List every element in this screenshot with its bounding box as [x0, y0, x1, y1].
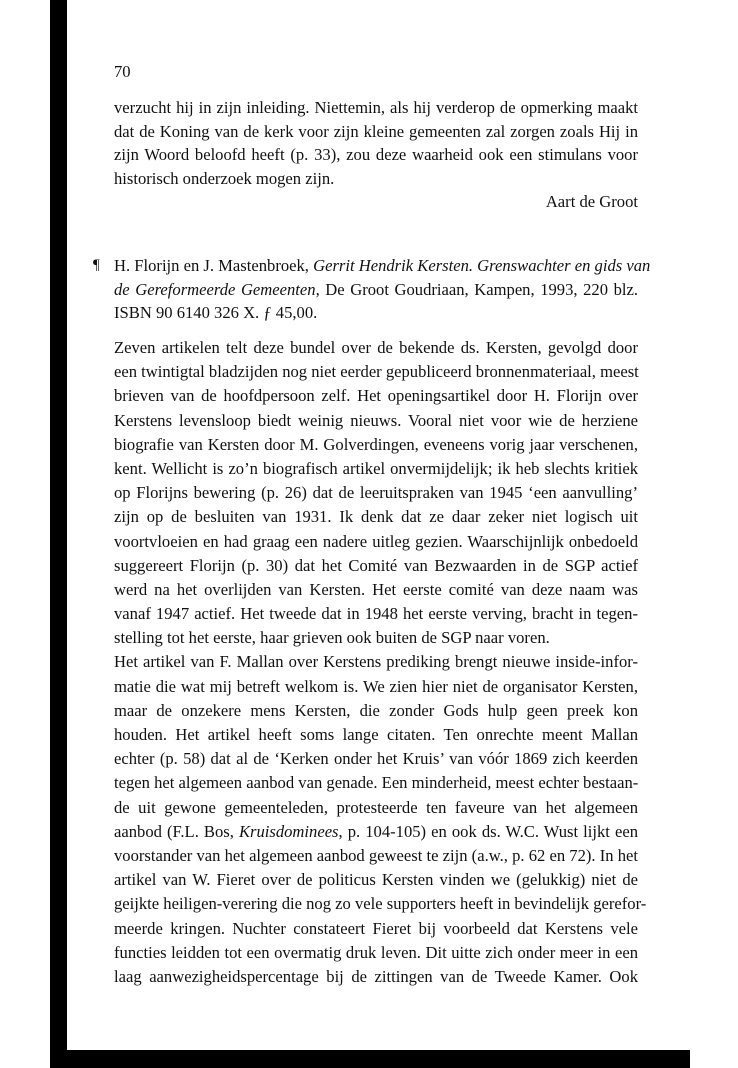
publisher: , De Groot Goudriaan, Kampen, 1993, 220 blz.	[315, 279, 638, 299]
text-line: werd na het overlijden van Kersten. Het eerste comité van deze naam was	[114, 579, 638, 599]
text-line: tegen het algemeen aanbod van genade. Een minderheid, meest echter bestaan-	[114, 773, 639, 793]
text-line: Kerstens levensloop biedt weinig nieuws. Vooral niet voor wie de herziene	[114, 410, 638, 430]
text-line: Zeven artikelen telt deze bundel over de bekende ds. Kersten, gevolgd door	[114, 338, 638, 357]
bibliographic-entry	[114, 254, 651, 325]
text-line: laag aanwezigheidspercentage bij de zittingen van de Tweede Kamer. Ook	[114, 966, 638, 986]
text-line: echter (p. 58) dat al de ‘Kerken onder het Kruis’ van vóór 1869 zich keerden	[114, 749, 638, 769]
text-line: op Florijns bewering (p. 26) dat de leeruitspraken van 1945 ‘een aanvulling’	[114, 483, 638, 503]
text-line	[114, 278, 638, 302]
text-line: de uit gewone gemeenteleden, protesteerde ten faveure van het algemeen	[114, 797, 638, 817]
text-line: kent. Wellicht is zo’n biografisch artikel onvermijdelijk; ik heb slechts kritiek	[114, 458, 638, 478]
authors: H. Florijn en J. Mastenbroek,	[114, 256, 314, 275]
text-line	[114, 254, 651, 278]
text-line: suggereert Florijn (p. 30) dat het Comité van Bezwaarden in de SGP actief	[114, 555, 638, 575]
pilcrow-icon: ¶	[93, 257, 100, 273]
text-line: zijn op de besluiten van 1931. Ik denk dat ze daar zeker niet logisch uit	[114, 507, 638, 527]
text-line: zijn Woord beloofd heeft (p. 33), zou deze waarheid ook een stimulans voor	[114, 145, 638, 165]
text-line: dat de Koning van de kerk voor zijn kleine gemeenten zal zorgen zoals Hij in	[114, 121, 638, 141]
text-line: functies leidden tot een overmatig druk leven. Dit uitte zich onder meer in een	[114, 942, 638, 962]
page-number: 70	[114, 62, 131, 81]
text-line: brieven van de hoofdpersoon zelf. Het openingsartikel door H. Florijn over	[114, 386, 638, 406]
review-signature: Aart de Groot	[545, 192, 638, 211]
text-line: Het artikel van F. Mallan over Kerstens prediking brengt nieuwe inside-infor-	[114, 652, 638, 672]
text-span: aanbod (F.L. Bos,	[114, 821, 239, 841]
book-title-cont: de Gereformeerde Gemeenten	[114, 279, 316, 299]
scan-edge-left	[50, 0, 67, 1068]
text-line: stelling tot het eerste, haar grieven ook buiten de SGP naar voren.	[114, 628, 550, 648]
book-title: Gerrit Hendrik Kersten. Grenswachter en gids van	[313, 256, 651, 275]
review-body	[114, 336, 647, 989]
text-line	[114, 820, 638, 844]
text-span: , p. 104-105) en ook ds. W.C. Wust lijkt een	[338, 821, 639, 841]
text-line: vanaf 1947 actief. Het tweede dat in 1948 het eerste verving, bracht in tegen-	[114, 604, 638, 624]
text-line: matie die wat mij betreft welkom is. We zien hier niet de organisator Kersten,	[114, 676, 638, 696]
cited-title: Kruisdominees	[238, 821, 339, 841]
text-line: meerde kringen. Nuchter constateert Fieret bij voorbeeld dat Kerstens vele	[114, 918, 638, 938]
intro-paragraph	[114, 96, 638, 190]
isbn-price: ISBN 90 6140 326 X. ƒ 45,00.	[114, 303, 318, 323]
text-line: voortvloeien en had graag een nadere uitleg gezien. Waarschijnlijk onbedoeld	[114, 531, 638, 551]
text-line: historisch onderzoek mogen zijn.	[114, 168, 335, 188]
text-line: een twintigtal bladzijden nog niet eerder gepubliceerd bronnenmateriaal, meest	[114, 362, 639, 382]
text-line: artikel van W. Fieret over de politicus Kersten vinden we (gelukkig) niet de	[114, 870, 638, 890]
text-line: maar de onzekere mens Kersten, die zonder Gods hulp geen preek kon	[114, 700, 638, 720]
text-line: geijkte heiligen-verering die nog zo vele supporters heeft in bevindelijk gerefor-	[114, 894, 647, 914]
text-line: biografie van Kersten door M. Golverdingen, eveneens vorig jaar verschenen,	[114, 434, 638, 454]
text-line: houden. Het artikel heeft soms lange citaten. Ten onrechte meent Mallan	[114, 725, 638, 744]
text-line: voorstander van het algemeen aanbod geweest te zijn (a.w., p. 62 en 72). In het	[114, 845, 638, 865]
scan-edge-bottom	[50, 1050, 690, 1068]
text-line: verzucht hij in zijn inleiding. Niettemin, als hij verderop de opmerking maakt	[114, 98, 638, 117]
